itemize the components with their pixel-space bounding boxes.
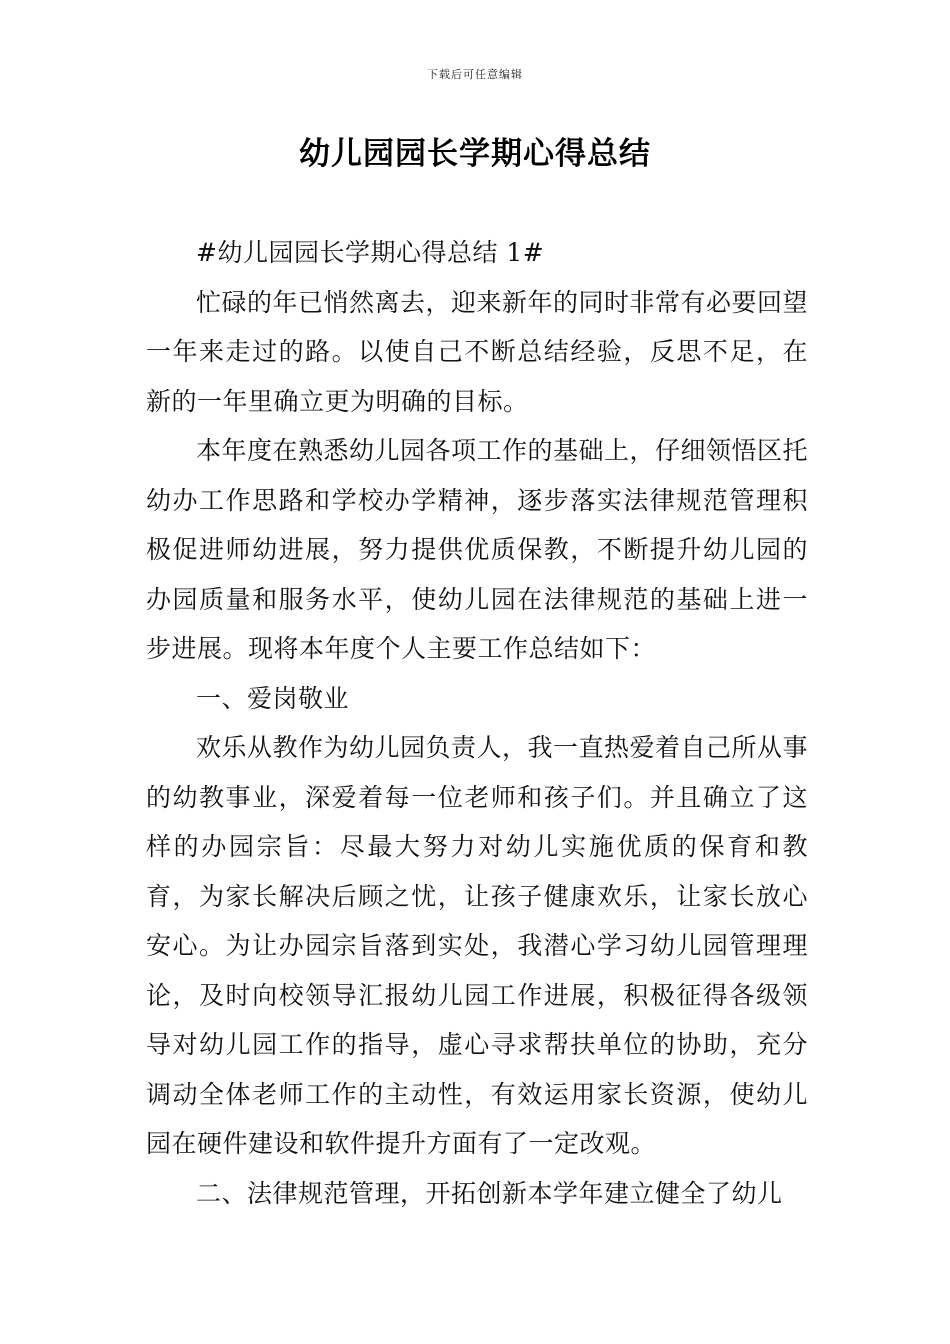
subheading-dedication: 一、爱岗敬业 [196,683,350,713]
header-note: 下载后可任意编辑 [427,68,523,81]
paragraph-overview: 本年度在熟悉幼儿园各项工作的基础上，仔细领悟区托幼办工作思路和学校办学精神，逐步落实法律规范管理积极促进师幼进展，努力提供优质保教，不断提升幼儿园的办园质量和服务水平，使幼儿园在法律规范的基础上进一步进展。现将本年度个人主要工作总结如下： [146,436,809,663]
paragraph-intro: 忙碌的年已悄然离去，迎来新年的同时非常有必要回望一年来走过的路。以使自己不断总结经验，反思不足，在新的一年里确立更为明确的目标。 [146,287,809,416]
document-body [146,228,808,1218]
section-heading-1: #幼儿园园长学期心得总结 1# [196,238,545,267]
paragraph-dedication: 欢乐从教作为幼儿园负责人，我一直热爱着自己所从事的幼教事业，深爱着每一位老师和孩子们。并且确立了这样的办园宗旨：尽最大努力对幼儿实施优质的保育和教育，为家长解决后顾之忧，让孩子健康欢乐，让家长放心安心。为让办园宗旨落到实处，我潜心学习幼儿园管理理论，及时向校领导汇报幼儿园工作进展，积极征得各级领导对幼儿园工作的指导，虚心寻求帮扶单位的协助，充分调动全体老师工作的主动性，有效运用家长资源，使幼儿园在硬件建设和软件提升方面有了一定改观。 [146,733,809,1158]
document-title: 幼儿园园长学期心得总结 [299,136,651,172]
subheading-management: 二、法律规范管理，开拓创新本学年建立健全了幼儿 [196,1178,783,1208]
